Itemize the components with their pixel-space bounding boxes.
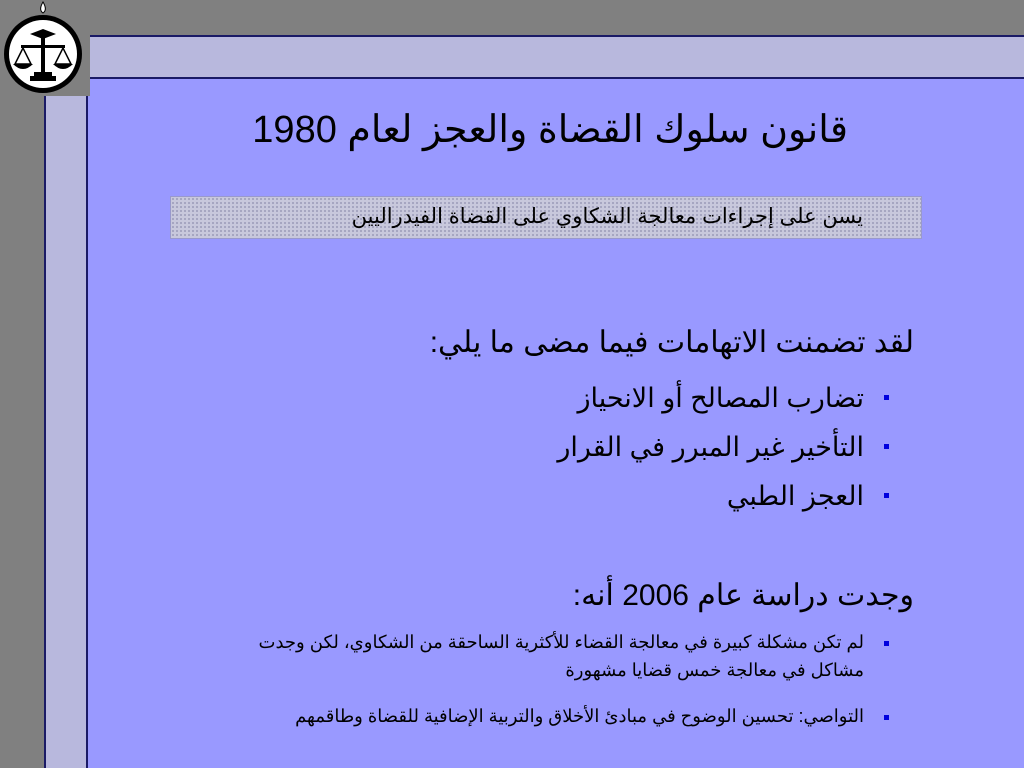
list-item-text: التواصي: تحسين الوضوح في مبادئ الأخلاق والتربية الإضافية للقضاة وطاقمهم [295, 706, 864, 726]
list-item [557, 378, 864, 427]
list-item-text: لم تكن مشكلة كبيرة في معالجة القضاء للأكثرية الساحقة من الشكاوي، لكن وجدت مشاكل في معالجة خمس قضايا مشهورة [258, 632, 864, 680]
section2-list [204, 628, 864, 730]
scales-of-justice-logo-icon [0, 0, 90, 96]
square-bullet-icon [884, 493, 889, 498]
top-gray-band [0, 0, 1024, 35]
left-gray-band [0, 0, 44, 768]
subtitle-text: يسن على إجراءات معالجة الشكاوي على القضاة الفيدراليين [351, 205, 863, 228]
frame-top-strip [44, 35, 1024, 77]
list-item [557, 476, 864, 525]
section1-list [557, 378, 864, 525]
section2-heading: وجدت دراسة عام 2006 أنه: [572, 579, 914, 612]
slide-title: قانون سلوك القضاة والعجز لعام 1980 [252, 109, 848, 151]
list-item-text: التأخير غير المبرر في القرار [557, 432, 864, 462]
square-bullet-icon [884, 395, 889, 400]
subtitle-box [170, 196, 922, 239]
list-item [557, 427, 864, 476]
square-bullet-icon [884, 641, 889, 646]
frame-left-strip [44, 35, 86, 768]
square-bullet-icon [884, 715, 889, 720]
square-bullet-icon [884, 444, 889, 449]
list-item [204, 628, 864, 684]
section1-heading: لقد تضمنت الاتهامات فيما مضى ما يلي: [429, 326, 914, 359]
list-item-text: تضارب المصالح أو الانحياز [577, 383, 864, 413]
list-item [204, 702, 864, 730]
list-item-text: العجز الطبي [726, 481, 864, 511]
